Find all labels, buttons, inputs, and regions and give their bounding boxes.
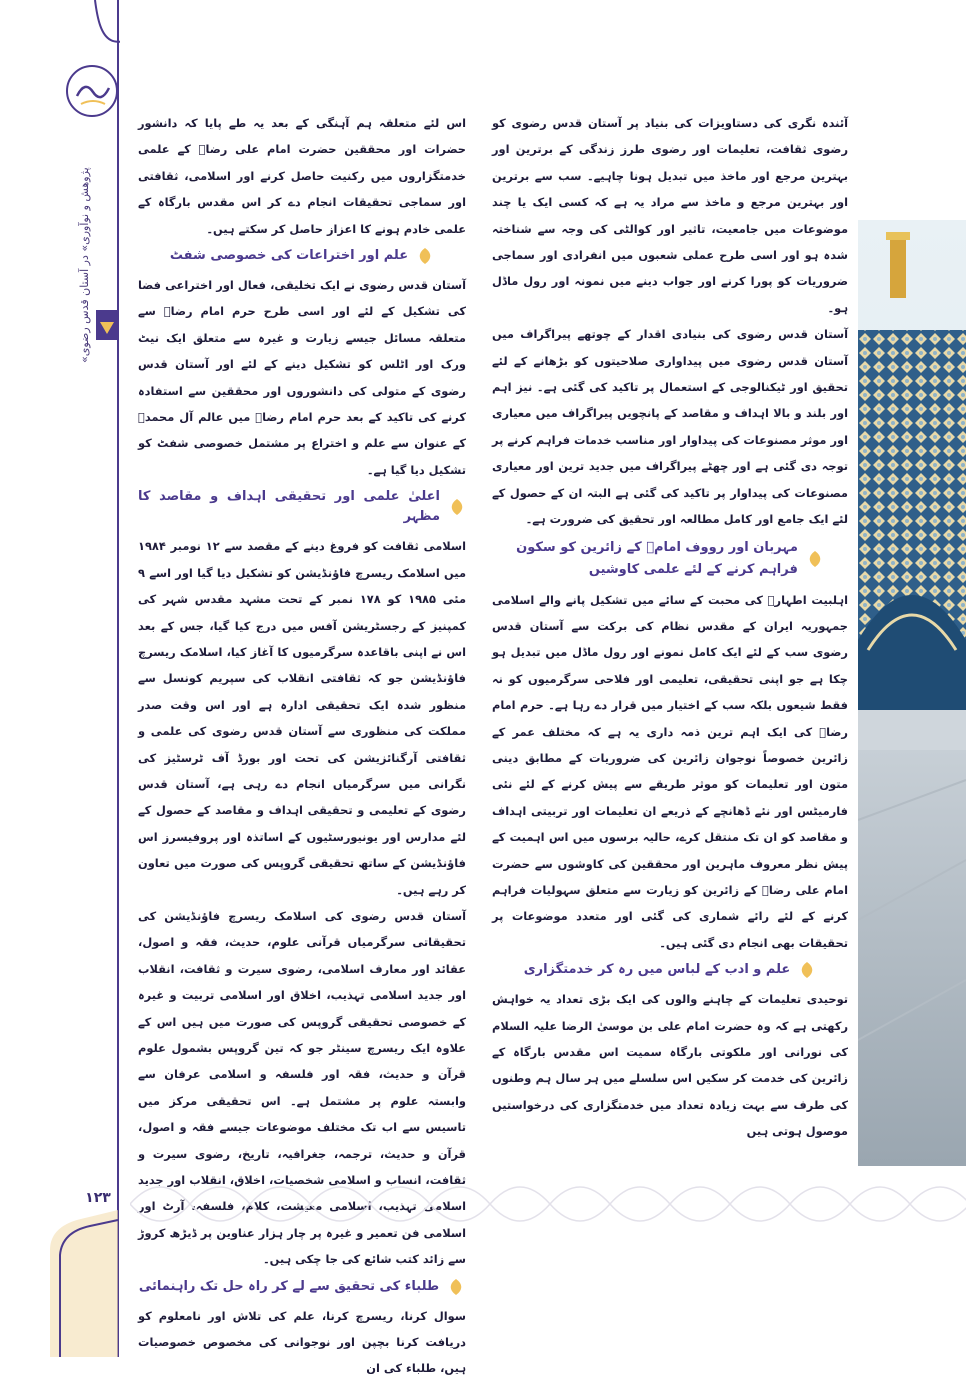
paragraph: آئندہ نگری کی دستاویزات کی بنیاد پر آستان قدس رضوی کو رضوی ثقافت، تعلیمات اور رضوی طرز زندگی کے برترین اور بہترین مرجع اور ماخذ میں تبدیل ہونا چاہیے۔ سب سے برترین اور بہترین مرجع و ماخذ سے مراد یہ ہے کہ کسی ایک یا چند موضوعات میں جامعیت، تاثیر اور کوالٹی کی وجہ سے شناختہ شدہ ہو اور اسی طرح عملی شعبوں میں انفرادی اور سماجی ضروریات کو پورا کرنے اور جواب دینے میں نمونہ اور رول ماڈل ہو۔	[492, 116, 848, 315]
heading-line: مہربان اور رووف امامؑ کے زائرین کو سکون	[516, 539, 798, 555]
paragraph: آستان قدس رضوی کی بنیادی اقدار کے چوتھے پیراگراف میں آستان قدس رضوی میں پیداواری صلاحیتوں کو بڑھانے کے لئے تحقیق اور ٹیکنالوجی کے استعمال پر تاکید کی گئی ہے۔ نیز اہم اور بلند و بالا اہداف و مقاصد کے پانچویں پیراگراف میں معیاری اور موثر مصنوعات کی پیداوار اور مناسب خدمات فراہم کرنے پر توجہ دی گئی ہے اور چھٹے پیراگراف میں جدید ترین اور معیاری مصنوعات کی پیداوار پر تاکید کی گئی ہے البتہ ان کے حصول کے لئے ایک جامع اور کامل مطالعہ اور تحقیق کی ضرورت ہے۔	[492, 327, 848, 527]
section-heading	[138, 487, 466, 527]
footer-pattern	[130, 1170, 966, 1238]
paragraph: اہلبیت اطہارؑ کی محبت کے سائے میں تشکیل پانے والے اسلامی جمہوریہ ایران کے مقدس نظام کی برکت سے آستان قدس رضوی سب کے لئے ایک کامل نمونے اور رول ماڈل میں تبدیل ہو چکا ہے جو اپنی تحقیقی، تعلیمی اور فلاحی سرگرمیوں کو نہ فقط شیعوں بلکہ سب کے اختیار میں قرار دے رہا ہے۔ حرم امام رضاؑ کی ایک اہم ترین ذمہ داری یہ ہے کہ مختلف عمر کے زائرین خصوصاً نوجوان زائرین کی ضروریات کے مطابق دینی متون اور تعلیمات کو موثر طریقے سے پیش کرنے کے لئے نئی فارمیٹس اور نئے ڈھانچے کے ذریعے ان تعلیمات اور تربیتی اہداف و مقاصد کو ان تک منتقل کرے، حالیہ برسوں میں اس اہمیت کے پیش نظر معروف ماہرین اور محققین کی کاوشوں سے حضرت امام علی رضاؑ کے زائرین کو زیارت سے متعلق سہولیات فراہم کرنے کے لئے رائے شماری کی گئی اور متعدد موضوعات پر تحقیقات بھی انجام دی گئی ہیں۔	[492, 592, 848, 950]
leaf-bullet-icon	[806, 550, 824, 568]
right-column	[492, 110, 848, 1145]
paragraph: اس لئے متعلقہ ہم آہنگی کے بعد یہ طے پایا کہ دانشور حضرات اور محققین حضرت امام علی رضاؑ کے علمی خدمتگزاروں میں رکنیت حاصل کرنے اور اسلامی، ثقافتی اور سماجی تحقیقات انجام دے کر اس مقدس بارگاہ کے علمی خادم ہونے کا اعزاز حاصل کر سکتے ہیں۔	[138, 116, 466, 236]
heading-line: فراہم کرنے کے لئے علمی کاوشیں	[588, 561, 798, 577]
paragraph: توحیدی تعلیمات کے چاہنے والوں کی ایک بڑی تعداد یہ خواہش رکھتی ہے کہ وہ حضرت امام علی بن موسیٰ الرضا علیہ السلام کی نورانی اور ملکوتی بارگاہ سمیت اس مقدس بارگاہ کے زائرین کی خدمت کر سکیں اس سلسلے میں ہر سال ہم وطنوں کی طرف سے بہت زیادہ تعداد میں خدمتگزاری کی درخواستیں موصول ہوتی ہیں	[492, 992, 848, 1139]
section-heading	[138, 246, 466, 266]
heading-text: علم و ادب کے لباس میں رہ کر خدمتگزاری	[523, 962, 791, 978]
page-number: ۱۲۳	[85, 1190, 111, 1206]
leaf-bullet-icon	[416, 247, 434, 265]
paragraph: اسلامی ثقافت کو فروغ دینے کے مقصد سے ۱۲ نومبر ۱۹۸۴ میں اسلامک ریسرچ فاؤنڈیشن کو تشکیل دیا گیا اور اسے ۹ مئی ۱۹۸۵ کو ۱۷۸ نمبر کے تحت مشہد مقدس شہر کی کمپنیز کے رجسٹریشن آفس میں درج کیا گیا، جس کے بعد اس نے اپنی باقاعدہ سرگرمیوں کا آغاز کیا، اسلامک ریسرچ فاؤنڈیشن جو کہ ثقافتی انقلاب کی سپریم کونسل سے منظور شدہ ایک تحقیقی ادارہ ہے اور اس وقت صدر مملکت کی منظوری سے آستان قدس رضوی کی علمی و ثقافتی آرگنائزیشن کی تحت اور بورڈ آف ٹرسٹیز کی نگرانی میں سرگرمیاں انجام دے رہی ہے، آستان قدس رضوی کے تعلیمی و تحقیقی اہداف و مقاصد کے حصول کے لئے مدارس اور یونیورسٹیوں کے اساتذہ اور پروفیسرز اس فاؤنڈیشن کے ساتھ تحقیقی گروپس کی صورت میں تعاون کر رہے ہیں۔	[138, 539, 467, 897]
section-heading	[492, 537, 848, 581]
leaf-bullet-icon	[447, 1278, 465, 1296]
paragraph: سوال کرنا، ریسرچ کرنا، علم کی تلاش اور نامعلوم کو دریافت کرنا بچپن اور نوجوانی کی مخصوص خصوصیات ہیں، طلباء کی ان	[138, 1308, 466, 1376]
paragraph: آستان قدس رضوی کی اسلامک ریسرچ فاؤنڈیشن کی تحقیقاتی سرگرمیاں قرآنی علوم، حدیث، فقہ و اصول، عقائد اور معارف اسلامی، رضوی سیرت و ثقافت، انقلاب اور جدید اسلامی تہذیب، اخلاق اور اسلامی تربیت و غیرہ کے خصوصی تحقیقی گروپس کی صورت میں ہیں اس کے علاوہ ایک ریسرچ سینٹر جو کہ تین گروپس بشمول علوم قرآن و حدیث، فقہ اور فلسفہ و اسلامی عرفان سے وابستہ علوم پر مشتمل ہے۔ اس تحقیقی مرکز میں تاسیس سے اب تک مختلف موضوعات جیسے فقہ و اصول، قرآن و حدیث، ترجمہ، جغرافیہ، تاریخ، رضوی سیرت و ثقافت، انساب و اسلامی شخصیات، اخلاق، انقلاب اور جدید اسلامی تہذیب، اسلامی معیشت، کلام، فلسفہ، آرٹ اور اسلامی فن تعمیر و غیرہ پر چار ہزار عناوین پر ڈیڑھ کروڑ سے زائد کتب شائع کی جا چکی ہیں۔	[138, 908, 466, 1267]
leaf-bullet-icon	[448, 498, 466, 516]
shrine-photo	[858, 220, 966, 1166]
section-heading	[492, 960, 848, 980]
heading-text: اعلیٰ علمی اور تحقیقی اہداف و مقاصد کا مظہر	[138, 489, 440, 525]
heading-text: طلباء کی تحقیق سے لے کر راہ حل تک راہنمائی	[138, 1278, 440, 1294]
heading-text: علم اور اختراعات کی خصوصی شفٹ	[169, 248, 409, 264]
running-title: «پژوهش و نوآوری» در آستان قدس رضوی	[78, 167, 91, 363]
paragraph: آستان قدس رضوی نے ایک تخلیقی، فعال اور اختراعی فضا کی تشکیل کے لئے اور اسی طرح حرم امام رضاؑ سے متعلقہ مسائل جیسے زیارت و غیرہ سے متعلق ایک نیٹ ورک اور اٹلس کو تشکیل دینے کے لئے اور آستان قدس رضوی کے متولی کی دانشوروں اور محققین سے استفادہ کرنے کی تاکید کے بعد حرم امام رضاؑ میں عالم آل محمدؐ کے عنوان سے علم و اختراع پر مشتمل خصوصی شفٹ کو تشکیل دیا گیا ہے۔	[138, 278, 466, 477]
leaf-bullet-icon	[798, 961, 816, 979]
logo-calligraphy-icon	[63, 62, 121, 120]
section-heading	[138, 1277, 466, 1297]
